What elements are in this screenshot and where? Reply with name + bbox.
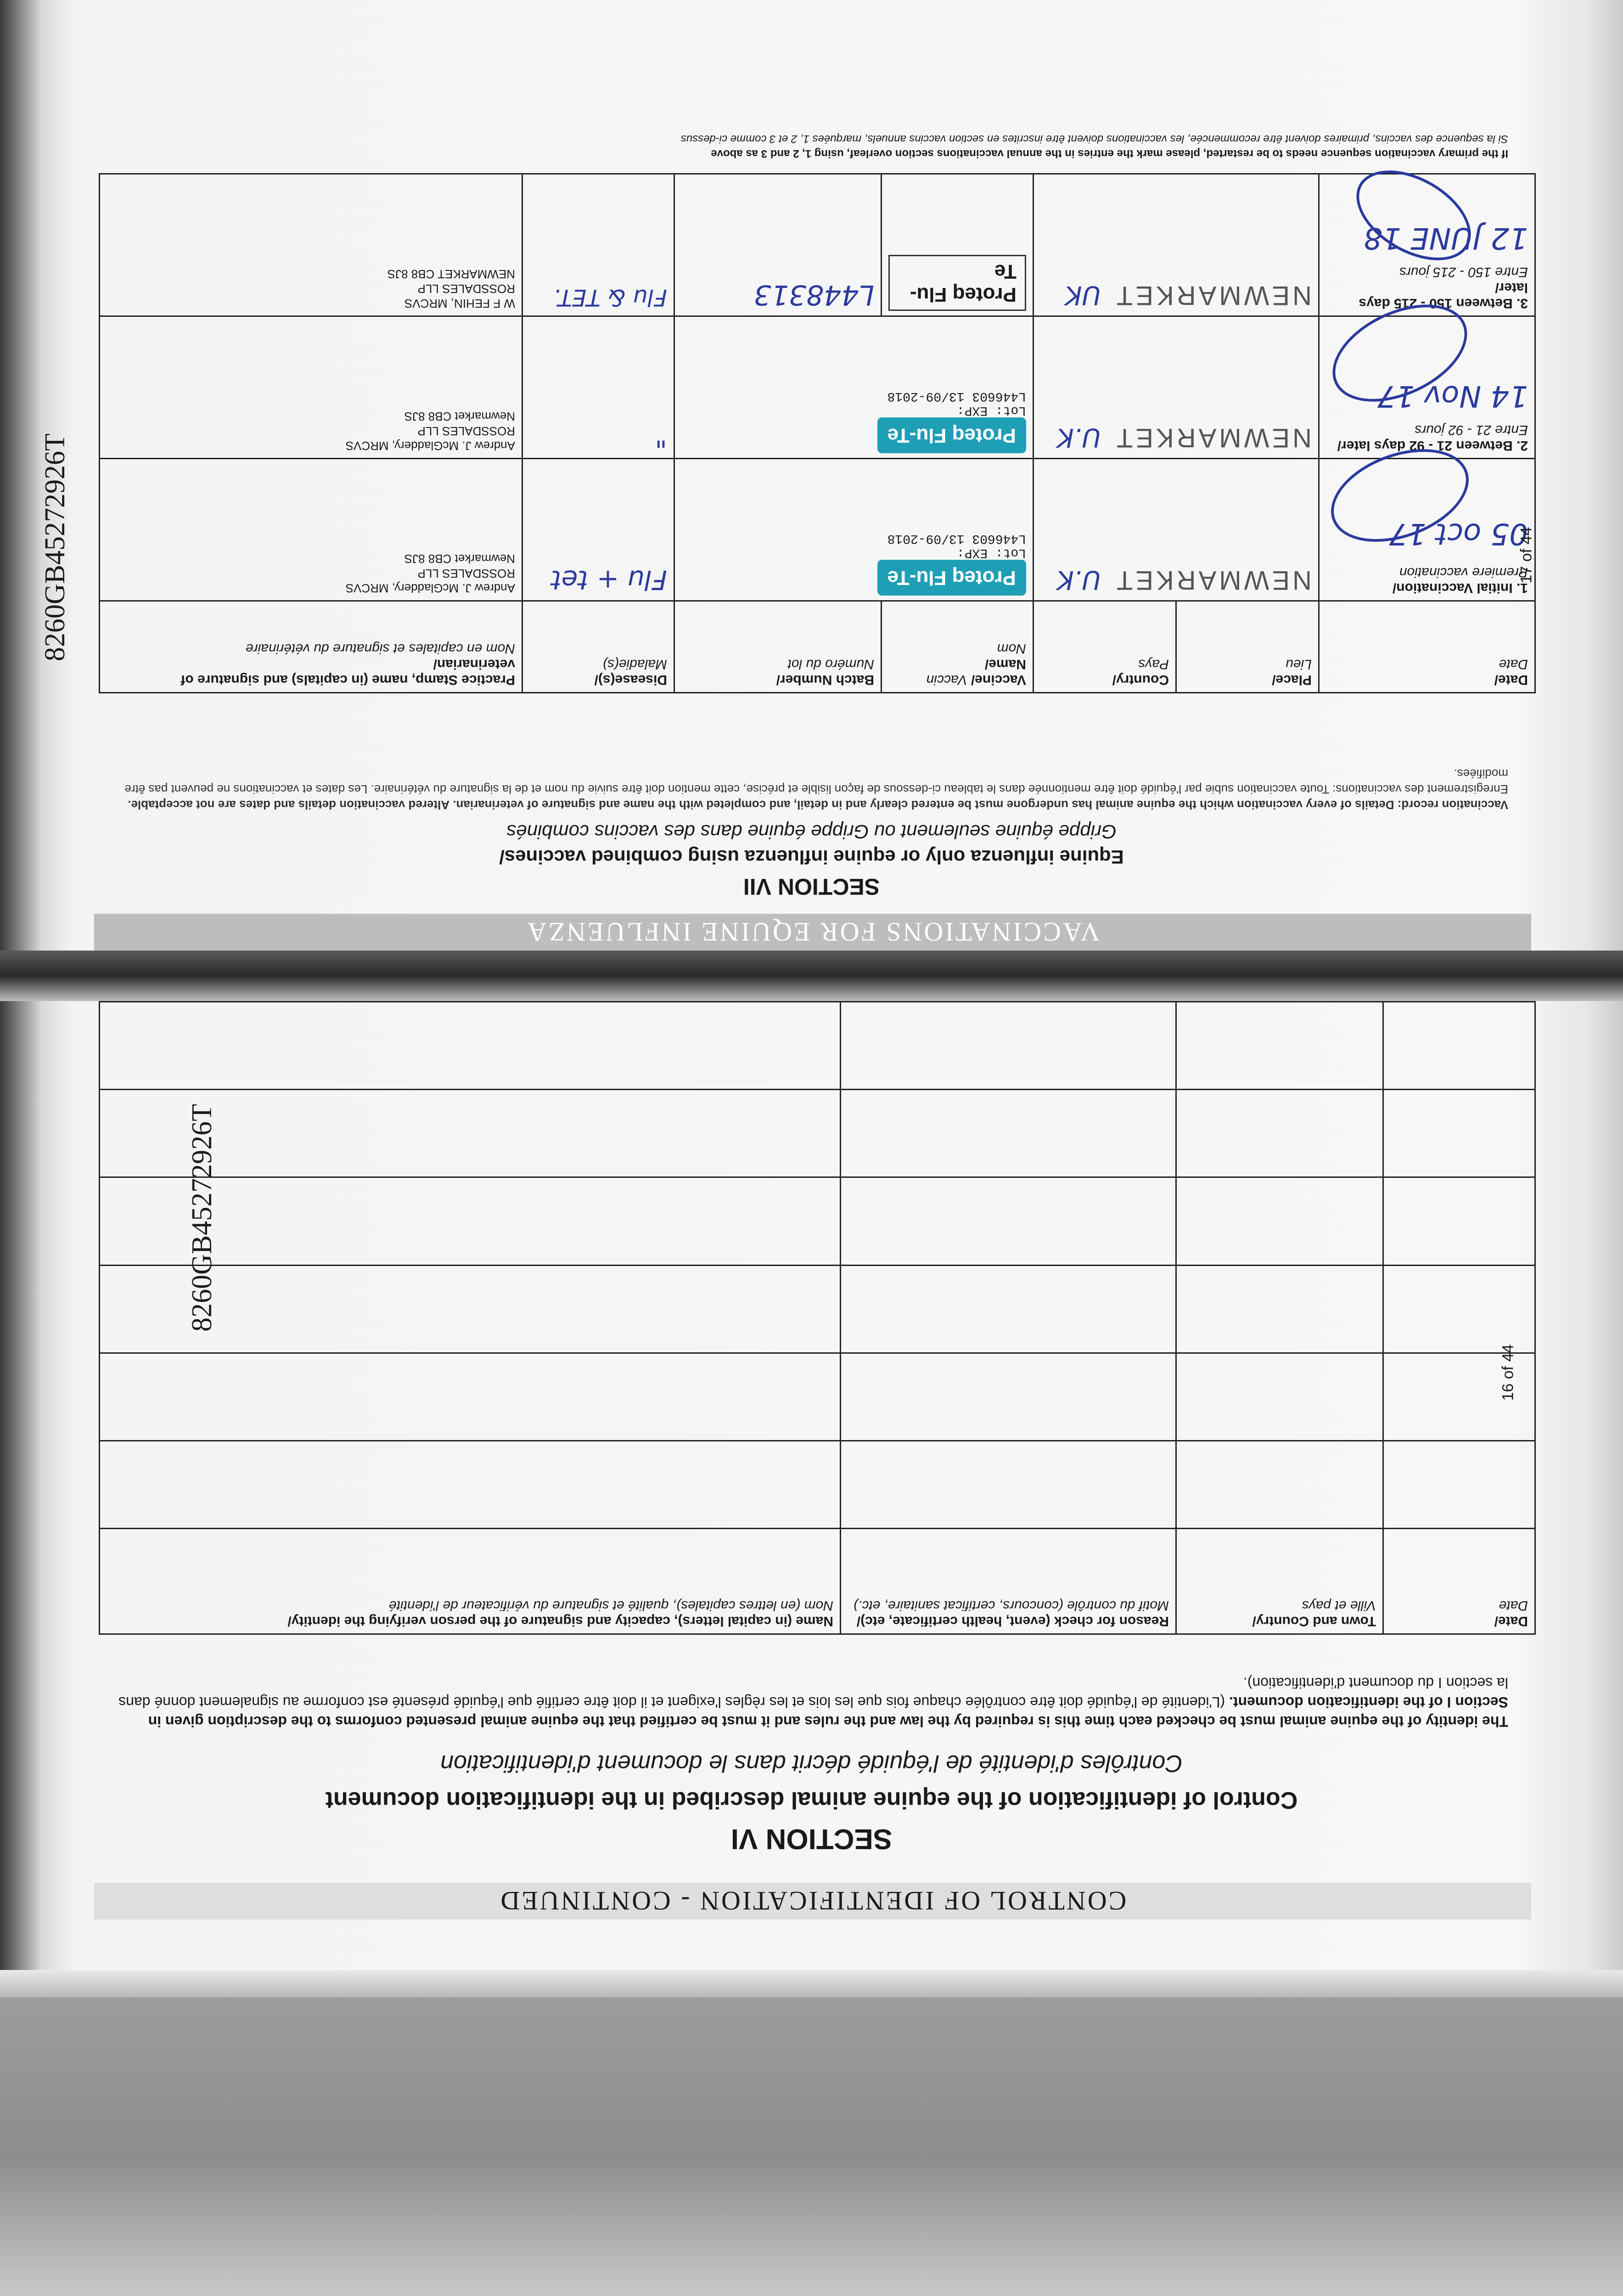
page16-header-bar bbox=[94, 1883, 1531, 1919]
vaccination-row-2 bbox=[100, 316, 1535, 459]
footnote-en: If the primary vaccination sequence needs to be restarted, please mark the entries in the annual vaccinations section overleaf, using 1, 2 and 3 as above bbox=[711, 147, 1508, 160]
vaccine-name: Proteq Flu-Te bbox=[877, 417, 1026, 453]
page16-intro-fr: (L'identité de l'équidé doit être contrôlée chaque fois que les lois et les règles l'exigent et il doit être certifié que l'équidé présenté est conforme au signalement donné dans la section I du document d'identification). bbox=[118, 1675, 1508, 1711]
country: UK bbox=[1065, 280, 1101, 310]
page17-intro-en: Vaccination record: Details of every vaccination which the equine animal has undergone must be entered clearly and in detail, and completed with the name and signature of veterinarian. bbox=[453, 798, 1508, 812]
col-date: Date/ Date bbox=[1319, 601, 1535, 693]
table-header-row bbox=[100, 601, 1535, 693]
vaccine-name: Proteq Flu-Te bbox=[888, 255, 1026, 311]
disease-cell bbox=[522, 459, 674, 601]
vet-line: Andrew J. McGladdery, MRCVS bbox=[345, 439, 515, 453]
place-stamp: NEWMARKET bbox=[1114, 281, 1312, 310]
disease: Flu + tet bbox=[551, 564, 667, 596]
vet-stamp bbox=[100, 316, 522, 459]
vaccination-table bbox=[99, 173, 1536, 693]
place-country bbox=[1033, 174, 1319, 316]
place-stamp: NEWMARKET bbox=[1114, 565, 1312, 595]
row-label: 3. Between 150 - 215 days later/ Entre 150 - 215 jours 12 JUNE 18 bbox=[1319, 174, 1535, 316]
book-spine bbox=[0, 951, 1623, 1001]
page17-header: VACCINATIONS FOR EQUINE INFLUENZA bbox=[525, 917, 1100, 947]
page17-doc-id: 8260GB45272926T bbox=[39, 433, 71, 661]
page16-intro bbox=[108, 1673, 1508, 1731]
vet-line: NEWMARKET CB8 8JS bbox=[387, 267, 515, 281]
place-country bbox=[1033, 459, 1319, 601]
table-row bbox=[100, 1177, 1535, 1265]
batch-number: L448313 bbox=[753, 279, 874, 311]
batch-label: Lot: EXP: bbox=[956, 403, 1026, 417]
vaccine-sticker bbox=[674, 316, 1033, 459]
page17-header-bar bbox=[94, 914, 1531, 951]
vet-line: ROSSDALES LLP bbox=[417, 567, 515, 580]
place-country bbox=[1033, 316, 1319, 459]
page16-section-title: SECTION VI bbox=[730, 1823, 893, 1855]
page16-doc-id: 8260GB45272926T bbox=[186, 1104, 218, 1332]
page17-title-fr: Grippe équine seulement ou Grippe équine dans des vaccins combinés bbox=[506, 821, 1117, 843]
vaccination-date: 14 Nov 17 bbox=[1377, 379, 1528, 413]
col-batch: Batch Number/ Numéro du lot bbox=[674, 601, 882, 693]
batch-number: L446603 13/09-2018 bbox=[887, 389, 1026, 403]
vaccine-name: Proteq Flu-Te bbox=[877, 560, 1026, 596]
page17-title: Equine influenza only or equine influenza using combined vaccines/ bbox=[499, 846, 1124, 868]
vet-line: Newmarket CB8 8JS bbox=[404, 410, 515, 423]
col-vaccine-name: Vaccine/ Vaccin Name/ Nom bbox=[882, 601, 1033, 693]
country: U.K bbox=[1057, 422, 1101, 452]
col-name: Name (in capital letters), capacity and signature of the person verifying the identity/ Nom (en lettres capitales), qualité et signature du vérificateur de l'identité bbox=[100, 1529, 841, 1634]
vaccination-row-1 bbox=[100, 459, 1535, 601]
page16-title: Control of identification of the equine animal described in the identification document bbox=[325, 1787, 1298, 1813]
row-label: 1. Initial Vaccination/ Premiere vaccination 05 oct 17 bbox=[1319, 459, 1535, 601]
vet-line: Newmarket CB8 8JS bbox=[404, 552, 515, 566]
vet-line: ROSSDALES LLP bbox=[417, 282, 515, 296]
col-stamp: Practice Stamp, name (in capitals) and signature of veterinarian/ Nom en capitales et signature du vétérinaire bbox=[100, 601, 522, 693]
page-edge bbox=[0, 1970, 1623, 1998]
place-stamp: NEWMARKET bbox=[1114, 423, 1312, 453]
table-row bbox=[100, 1265, 1535, 1353]
table-row bbox=[100, 1353, 1535, 1441]
page17-intro-note: Altered vaccination details and dates are not acceptable. bbox=[128, 798, 450, 812]
vet-stamp bbox=[100, 459, 522, 601]
page17-number: 17 of 44 bbox=[1517, 527, 1535, 584]
vaccine-name-cell bbox=[882, 174, 1033, 316]
vaccine-sticker bbox=[674, 459, 1033, 601]
vaccination-date: 05 oct 17 bbox=[1389, 517, 1528, 551]
row-label: 2. Between 21 - 92 days later/ Entre 21 - 92 jours 14 Nov 17 bbox=[1319, 316, 1535, 459]
page17-intro bbox=[108, 766, 1508, 813]
page17-footnote bbox=[108, 131, 1508, 161]
page16-title-fr: Contrôles d'identité de l'équidé décrit dans le document d'identification bbox=[440, 1750, 1183, 1777]
page16-number: 16 of 44 bbox=[1499, 1344, 1517, 1401]
table-row bbox=[100, 1002, 1535, 1090]
vet-line: W F FEHIN, MRCVS bbox=[404, 297, 515, 310]
col-date: Date/ Date bbox=[1383, 1529, 1535, 1634]
batch-label: Lot: EXP: bbox=[956, 546, 1026, 560]
page17-intro-fr: Enregistrement des vaccinations: Toute vaccination subie par l'équidé doit être mentionnée dans le tableau ci-dessous de façon lisible et précise, cette mention doit être suivie du nom et de la signature du vétérinaire. Les dates et vaccinations ne peuvent pas être modifiées. bbox=[124, 767, 1508, 796]
disease: " bbox=[655, 422, 667, 453]
table-row bbox=[100, 1090, 1535, 1177]
vaccination-date: 12 JUNE 18 bbox=[1364, 221, 1528, 255]
vet-line: ROSSDALES LLP bbox=[417, 424, 515, 438]
country: U.K bbox=[1057, 565, 1101, 595]
scanner-bed bbox=[0, 1993, 1623, 2296]
batch-cell bbox=[674, 174, 882, 316]
table-header-row bbox=[100, 1529, 1535, 1634]
col-country: Country/ Pays bbox=[1033, 601, 1176, 693]
page17-section-title: SECTION VII bbox=[743, 874, 880, 900]
batch-number: L446603 13/09-2018 bbox=[887, 531, 1026, 546]
vet-line: Andrew J. McGladdery, MRCVS bbox=[345, 581, 515, 595]
col-place: Place/ Lieu bbox=[1176, 601, 1319, 693]
table-row bbox=[100, 1441, 1535, 1528]
disease-cell bbox=[522, 174, 674, 316]
disease-cell bbox=[522, 316, 674, 459]
col-reason: Reason for check (event, health certificate, etc)/ Motif du contrôle (concours, certificat sanitaire, etc.) bbox=[841, 1529, 1176, 1634]
page16-header: CONTROL OF IDENTIFICATION - CONTINUED bbox=[499, 1886, 1127, 1916]
vet-stamp bbox=[100, 174, 522, 316]
col-disease: Disease(s)/ Maladie(s) bbox=[522, 601, 674, 693]
footnote-fr: Si la sequence des vaccins, primaires doivent être recommencée, les vaccinations doivent être inscrites en section vaccins annuels, marquées 1, 2 et 3 comme ci-dessus bbox=[680, 133, 1508, 145]
page16-intro-en: The identity of the equine animal must be checked each time this is required by the law and the rules and it must be certified that the equine animal presented conforms to the description given in Section I of the identification document. bbox=[148, 1694, 1508, 1730]
vaccination-row-3 bbox=[100, 174, 1535, 316]
col-town: Town and Country/ Ville et pays bbox=[1176, 1529, 1383, 1634]
disease: Flu & TET. bbox=[553, 284, 667, 311]
identification-check-table bbox=[99, 1001, 1536, 1635]
